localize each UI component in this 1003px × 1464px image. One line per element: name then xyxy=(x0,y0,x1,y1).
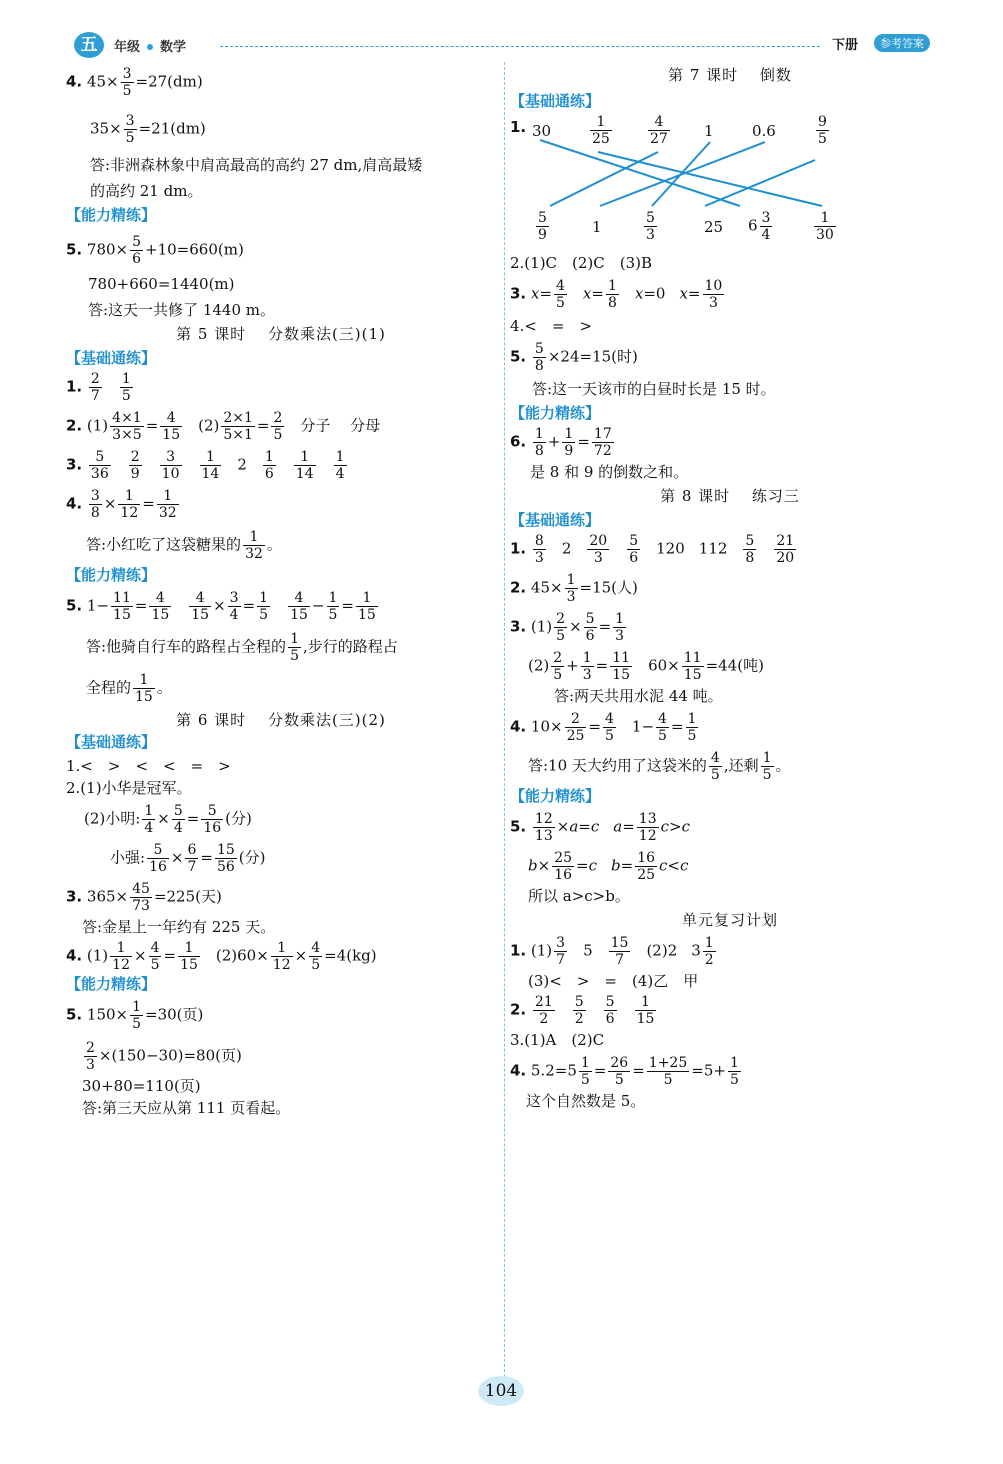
answer-text: 答:两天共用水泥 44 吨。 xyxy=(554,687,723,705)
answer-line: 2.(1)小华是冠军。 xyxy=(66,779,192,797)
answer-text: 这个自然数是 5。 xyxy=(526,1092,646,1110)
section-heading: 【基础通练】 xyxy=(66,349,157,367)
answer-line: (2) $\frac{2}{5}$ + $\frac{1}{3}$ = $\frac{11}{15}$ 60× $\frac{11}{15}$ =44(吨) xyxy=(528,650,764,683)
column-divider xyxy=(504,62,505,1382)
lesson-title: 第 5 课时 分数乘法(三)(1) xyxy=(176,325,386,343)
page-header xyxy=(70,28,930,60)
answer-line: (3)< > = (4)乙 甲 xyxy=(528,972,699,990)
answer-text: 答:这一天该市的白昼时长是 15 时。 xyxy=(532,380,776,398)
answer-line: 1. (1) $\frac{3}{7}$ 5 $\frac{15}{7}$ (2)2 3 $\frac{1}{2}$ xyxy=(510,935,714,968)
section-heading: 【基础通练】 xyxy=(66,733,157,751)
answer-line: 小强: $\frac{5}{16}$ × $\frac{6}{7}$ = $\frac{15}{56}$ (分) xyxy=(110,842,266,875)
answer-line: b× $\frac{25}{16}$ =c b= $\frac{16}{25}$ c<c xyxy=(528,850,689,883)
answer-text: 答:10 天大约用了这袋米的 $\frac{4}{5}$ ,还剩 $\frac{1}{5}$ 。 xyxy=(528,750,791,783)
answer-line: (2)小明: $\frac{1}{4}$ × $\frac{5}{4}$ = $\frac{5}{16}$ (分) xyxy=(84,803,252,836)
answer-line: 3. $\frac{5}{36}$ $\frac{2}{9}$ $\frac{3}{10}$ $\frac{1}{14}$ 2 $\frac{1}{6}$ $\frac{1}{14}$ $\frac{1}{4}$ xyxy=(66,449,345,482)
answer-text: 全程的 $\frac{1}{15}$ 。 xyxy=(86,672,172,705)
lesson-title: 第 7 课时 倒数 xyxy=(668,66,792,84)
answer-line: 4. $\frac{3}{8}$ × $\frac{1}{12}$ = $\frac{1}{32}$ xyxy=(66,488,177,521)
header-divider xyxy=(220,46,820,47)
answer-line: 35× $\frac{3}{5}$ =21(dm) xyxy=(90,113,206,146)
answer-line: 1. $\frac{2}{7}$ $\frac{1}{5}$ xyxy=(66,371,131,404)
dot-icon xyxy=(147,44,153,50)
section-heading: 【能力精练】 xyxy=(66,975,157,993)
match-lines xyxy=(510,114,840,254)
answer-line: 3.(1)A (2)C xyxy=(510,1031,605,1049)
right-column xyxy=(510,64,950,1110)
answer-text: 答:小红吃了这袋糖果的 $\frac{1}{32}$ 。 xyxy=(86,529,282,562)
lesson-title: 单元复习计划 xyxy=(681,911,778,929)
answer-text: 的高约 21 dm。 xyxy=(90,182,203,200)
answer-line: $\frac{2}{3}$ ×(150−30)=80(页) xyxy=(86,1040,242,1073)
answer-line: 30+80=110(页) xyxy=(82,1077,201,1095)
answer-line: 4. 45× $\frac{3}{5}$ =27(dm) xyxy=(66,66,203,99)
left-column xyxy=(66,64,496,1117)
answer-line: 780+660=1440(m) xyxy=(88,275,235,293)
answer-line: 2. $\frac{21}{2}$ $\frac{5}{2}$ $\frac{5}{6}$ $\frac{1}{15}$ xyxy=(510,994,655,1027)
answer-line: 5. $\frac{5}{8}$ ×24=15(时) xyxy=(510,341,638,374)
answers-tag: 参考答案 xyxy=(874,34,930,52)
matching-diagram: 1. 30 $\frac{1}{25}$ $\frac{4}{27}$ 1 0.6 $\frac{9}{5}$ $\frac{5}{9}$ 1 $\frac{5}{3}$ 25 6 $\frac{3}{4}$ $\frac{1}{30}$ xyxy=(510,114,840,254)
answer-text: 答:金星上一年约有 225 天。 xyxy=(82,918,276,936)
answer-line: 4. 10× $\frac{2}{25}$ = $\frac{4}{5}$ 1− $\frac{4}{5}$ = $\frac{1}{5}$ xyxy=(510,711,697,744)
answer-text: 所以 a>c>b。 xyxy=(528,887,630,905)
answer-line: 2. 45× $\frac{1}{3}$ =15(人) xyxy=(510,572,638,605)
answer-line: 6. $\frac{1}{8}$ + $\frac{1}{9}$ = $\frac{17}{72}$ xyxy=(510,426,612,459)
subject-label: 数学 xyxy=(160,40,187,55)
answer-line: 5. 1− $\frac{11}{15}$ = $\frac{4}{15}$ $\frac{4}{15}$ × $\frac{3}{4}$ = $\frac{1}{5}$ $\frac{4}{15}$ − $\frac{1}{5}$ = $\frac{1}{15}$ xyxy=(66,590,376,623)
section-heading: 【能力精练】 xyxy=(510,404,601,422)
lesson-title: 第 8 课时 练习三 xyxy=(660,487,800,505)
answer-line: 3. (1) $\frac{2}{5}$ × $\frac{5}{6}$ = $\frac{1}{3}$ xyxy=(510,611,625,644)
section-heading: 【能力精练】 xyxy=(66,566,157,584)
grade-badge: 五 xyxy=(74,32,104,58)
answer-line: 2. (1) $\frac{4\times 1}{3\times 5}$ = $\frac{4}{15}$ (2) $\frac{2\times 1}{5\times 1}$ = $\frac{2}{5}$ 分子 分母 xyxy=(66,410,381,443)
answer-text: 答:他骑自行车的路程占全程的 $\frac{1}{5}$ ,步行的路程占 xyxy=(86,631,398,664)
page-number: 104 xyxy=(478,1376,524,1406)
answer-line: 3. 365× $\frac{45}{73}$ =225(天) xyxy=(66,881,222,914)
answer-line: 5. 150× $\frac{1}{5}$ =30(页) xyxy=(66,999,204,1032)
answer-text: 是 8 和 9 的倒数之和。 xyxy=(530,463,689,481)
volume-label: 下册 xyxy=(831,38,858,53)
answer-line: 1. $\frac{8}{3}$ 2 $\frac{20}{3}$ $\frac{5}{6}$ 120 112 $\frac{5}{8}$ $\frac{21}{20}$ xyxy=(510,533,795,566)
section-heading: 【基础通练】 xyxy=(510,511,601,529)
answer-line: 2.(1)C (2)C (3)B xyxy=(510,254,653,272)
answer-text: 答:非洲森林象中肩高最高的高约 27 dm,肩高最矮 xyxy=(90,156,423,174)
lesson-title: 第 6 课时 分数乘法(三)(2) xyxy=(176,711,386,729)
grade-label: 年级 xyxy=(114,40,141,55)
section-heading: 【基础通练】 xyxy=(510,92,601,110)
answer-line: 3. x= $\frac{4}{5}$ x= $\frac{1}{8}$ x=0 x= $\frac{10}{3}$ xyxy=(510,278,723,311)
answer-text: 答:这天一共修了 1440 m。 xyxy=(88,301,275,319)
answer-line: 4. 5.2=5 $\frac{1}{5}$ = $\frac{26}{5}$ = $\frac{1+25}{5}$ =5+ $\frac{1}{5}$ xyxy=(510,1055,739,1088)
answer-line: 5. 780× $\frac{5}{6}$ +10=660(m) xyxy=(66,234,244,267)
answer-line: 5. $\frac{12}{13}$ ×a=c a= $\frac{13}{12}$ c>c xyxy=(510,811,691,844)
answer-line: 1.< > < < = > xyxy=(66,757,231,775)
section-heading: 【能力精练】 xyxy=(510,787,601,805)
answer-text: 答:第三天应从第 111 页看起。 xyxy=(82,1099,291,1117)
header-title xyxy=(114,36,186,55)
answer-line: 4. (1) $\frac{1}{12}$ × $\frac{4}{5}$ = $\frac{1}{15}$ (2)60× $\frac{1}{12}$ × $\frac{4}{5}$ =4(kg) xyxy=(66,940,377,973)
answer-line: 4.< = > xyxy=(510,317,593,335)
section-heading: 【能力精练】 xyxy=(66,206,157,224)
